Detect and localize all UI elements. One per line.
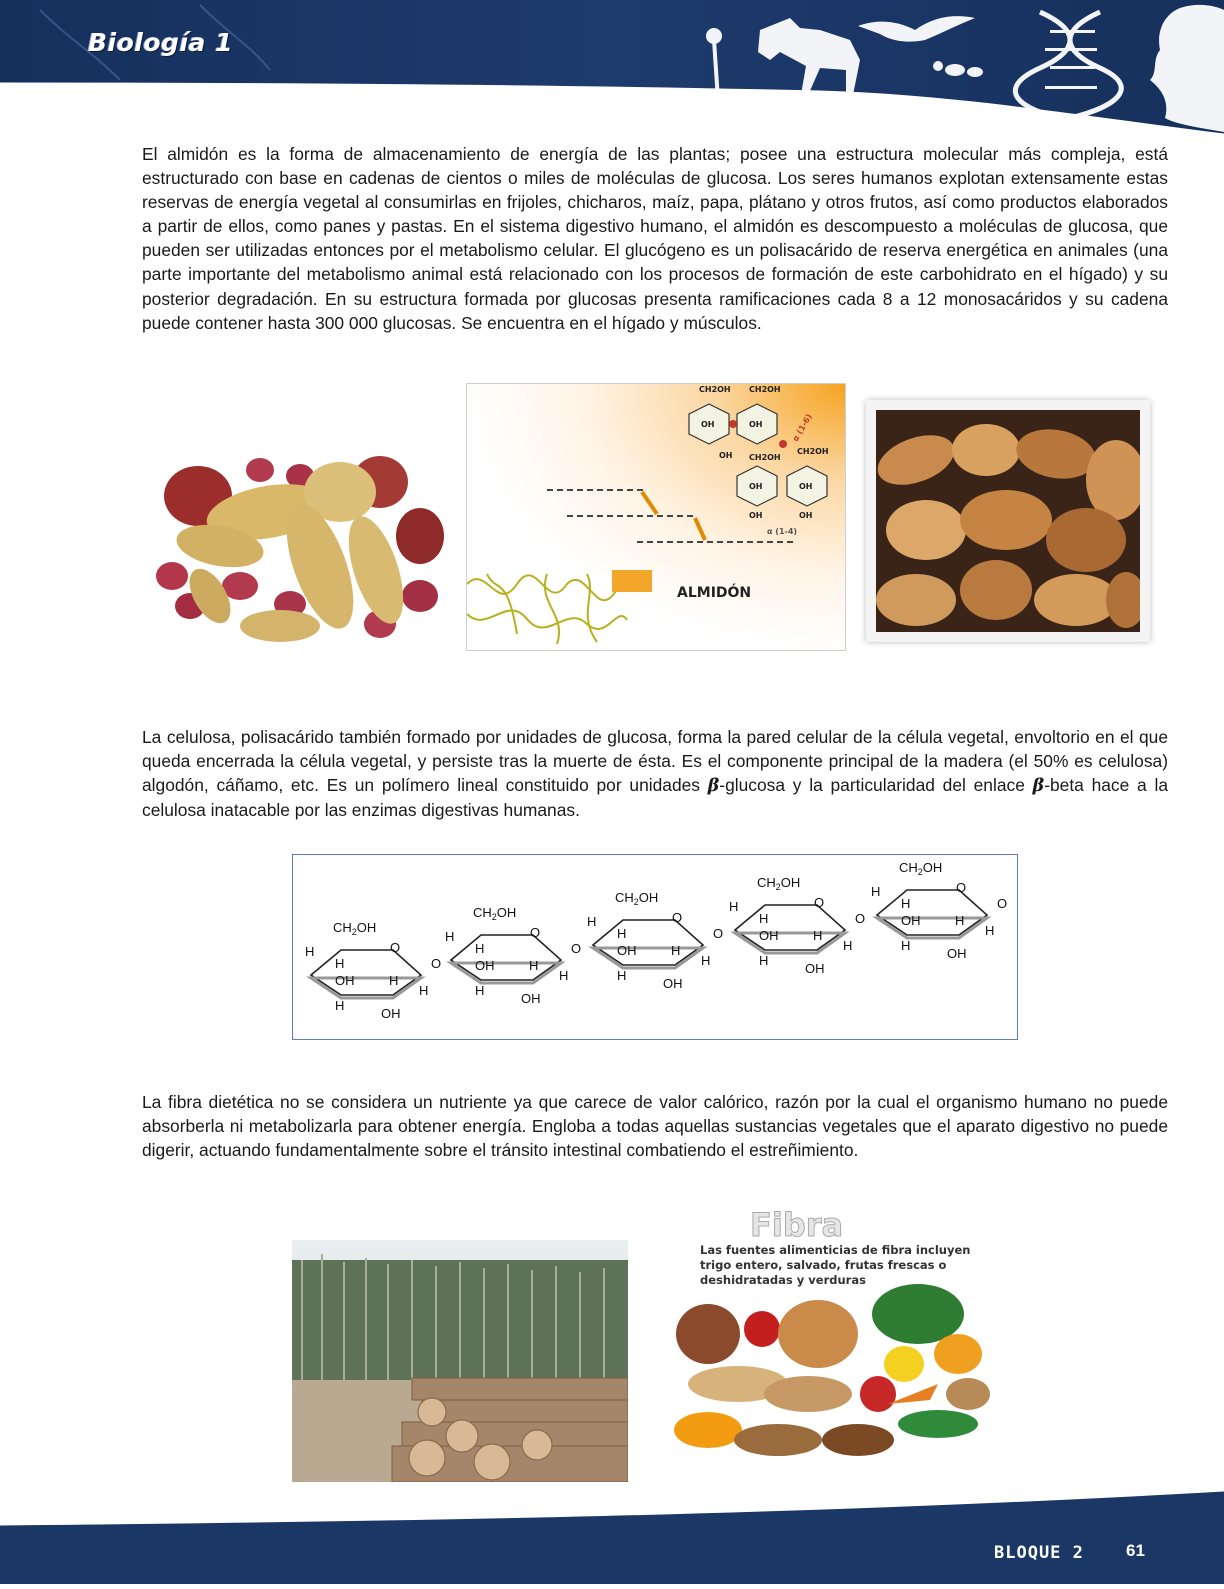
forest-logs-image [292, 1240, 628, 1482]
svg-text:H: H [419, 983, 429, 998]
svg-text:O: O [713, 926, 724, 941]
svg-text:O: O [956, 880, 967, 895]
page-number: 61 [1126, 1541, 1145, 1560]
svg-text:O: O [390, 940, 401, 955]
potatoes-image [150, 446, 452, 650]
celulosa-text-part3: -beta hace a la celulosa inatacable por las enzimas digestivas humanas. [142, 775, 1168, 821]
fiber-caption-line-2: trigo entero, salvado, frutas frescas o [700, 1258, 947, 1272]
svg-text:H: H [901, 896, 911, 911]
svg-text:OH: OH [805, 961, 825, 976]
svg-text:O: O [530, 925, 541, 940]
svg-text:CH2OH: $CH_2OH$ [757, 875, 801, 892]
svg-text:O: O [814, 895, 825, 910]
svg-text:OH: OH [749, 420, 763, 429]
svg-text:H: H [305, 944, 315, 959]
svg-text:H: H [985, 923, 995, 938]
svg-text:CH2OH: $CH_2OH$ [473, 905, 517, 922]
fiber-caption-line-3: deshidratadas y verduras [700, 1273, 866, 1287]
celulosa-text-part2: -glucosa y la particularidad del enlace [719, 775, 1033, 796]
svg-text:H: H [529, 958, 539, 973]
svg-text:H: H [955, 913, 965, 928]
svg-text:OH: OH [799, 511, 813, 520]
svg-text:OH: OH [521, 991, 541, 1006]
svg-text:OH: OH [381, 1006, 401, 1021]
fiber-title: Fibra [750, 1206, 844, 1244]
beta-symbol: β [707, 776, 720, 797]
svg-text:OH: OH [947, 946, 967, 961]
ch2oh-label: CH2OH [699, 385, 731, 394]
paragraph-almidon: El almidón es la forma de almacenamiento de energía de las plantas; posee una estructura molecular más compleja, está estructurado con base en cadenas de cientos o miles de moléculas de glucosa. Los seres humanos explotan extensamente estas reservas de energía vegetal al consumirlas en frijoles, chicharos, maíz, papa, plátano y otros frutos, así como productos elaborados a partir de ellos, como panes y pastas. En el sistema digestivo humano, el almidón es descompuesto a moléculas de glucosa, que pueden ser utilizadas entonces por el metabolismo celular. El glucógeno es un polisacárido de reserva energética en animales (una parte importante del metabolismo animal está relacionado con los procesos de formación de este carbohidrato en el hígado) y su posterior degradación. En su estructura formada por glucosas presenta ramificaciones cada 8 a 12 monosacáridos y su cadena puede contener hasta 300 000 glucosas. Se encuentra en el hígado y músculos. [142, 144, 1168, 333]
svg-text:H: H [671, 943, 681, 958]
svg-text:CH2OH: CH2OH [797, 447, 829, 456]
svg-text:O: O [855, 911, 866, 926]
fiber-caption-line-1: Las fuentes alimenticias de fibra incluyen [700, 1243, 971, 1257]
svg-text:H: H [335, 956, 345, 971]
starch-diagram [466, 383, 846, 651]
svg-text:H: H [335, 998, 345, 1013]
svg-text:OH: OH [335, 973, 355, 988]
svg-text:H: H [759, 953, 769, 968]
svg-text:H: H [729, 899, 739, 914]
svg-text:H: H [759, 911, 769, 926]
svg-text:H: H [389, 973, 399, 988]
starch-label: ALMIDÓN [677, 585, 752, 601]
svg-text:CH2OH: CH2OH [749, 385, 781, 394]
svg-text:CH2OH: CH2OH [749, 453, 781, 462]
svg-text:CH2OH: $CH_2OH$ [899, 860, 943, 877]
svg-text:O: O [571, 941, 582, 956]
svg-text:H: H [445, 929, 455, 944]
header-banner [0, 0, 1224, 140]
svg-text:H: H [617, 968, 627, 983]
svg-text:OH: OH [701, 420, 715, 429]
celulosa-text-part1: La celulosa, polisacárido también formado por unidades de glucosa, forma la pared celular de la célula vegetal, envoltorio en el que queda encerrada la célula vegetal, y persiste tras la muerte de ésta. Es el componente principal de la madera (el 50% es celulosa) algodón, cáñamo, etc. Es un polímero lineal constituido por unidades [142, 727, 1168, 796]
svg-text:OH: OH [901, 913, 921, 928]
svg-text:CH2OH: $CH_2OH$ [333, 920, 377, 937]
svg-text:OH: OH [759, 928, 779, 943]
svg-text:H: H [617, 926, 627, 941]
svg-text:OH: OH [749, 511, 763, 520]
book-title: Biología 1 [88, 28, 233, 57]
footer-band [0, 1480, 1224, 1584]
svg-text:OH: OH [617, 943, 637, 958]
bond-14-label: α (1-4) [767, 527, 798, 536]
paragraph-fibra: La fibra dietética no se considera un nutriente ya que carece de valor calórico, razón por la cual el organismo humano no puede absorberla ni metabolizarla para obtener energía. Engloba a todas aquellas sustancias vegetales que el aparato digestivo no puede digerir, actuando fundamentalmente sobre el tránsito intestinal combatiendo el estreñimiento. [142, 1092, 1168, 1161]
bond-16-label: α (1-6) [790, 412, 814, 443]
section-label: BLOQUE 2 [994, 1543, 1084, 1563]
svg-text:H: H [559, 968, 569, 983]
svg-text:H: H [871, 884, 881, 899]
page-header [0, 0, 1224, 140]
svg-text:O: O [431, 956, 442, 971]
fiber-foods-image [668, 1204, 1018, 1484]
svg-text:H: H [843, 938, 853, 953]
svg-text:OH: OH [719, 451, 733, 460]
svg-text:OH: OH [475, 958, 495, 973]
bread-image [866, 400, 1150, 642]
svg-text:OH: OH [749, 482, 763, 491]
svg-text:CH2OH: $CH_2OH$ [615, 890, 659, 907]
svg-text:OH: OH [799, 482, 813, 491]
svg-text:H: H [701, 953, 711, 968]
svg-text:OH: OH [663, 976, 683, 991]
paragraph-celulosa [142, 725, 1168, 822]
svg-text:H: H [901, 938, 911, 953]
svg-text:H: H [587, 914, 597, 929]
svg-text:H: H [813, 928, 823, 943]
svg-text:O: O [672, 910, 683, 925]
beta-symbol-2: β [1032, 776, 1045, 797]
svg-text:H: H [475, 941, 485, 956]
svg-text:H: H [475, 983, 485, 998]
svg-text:O: O [997, 896, 1008, 911]
cellulose-diagram [292, 854, 1018, 1040]
page-footer [0, 1480, 1224, 1584]
